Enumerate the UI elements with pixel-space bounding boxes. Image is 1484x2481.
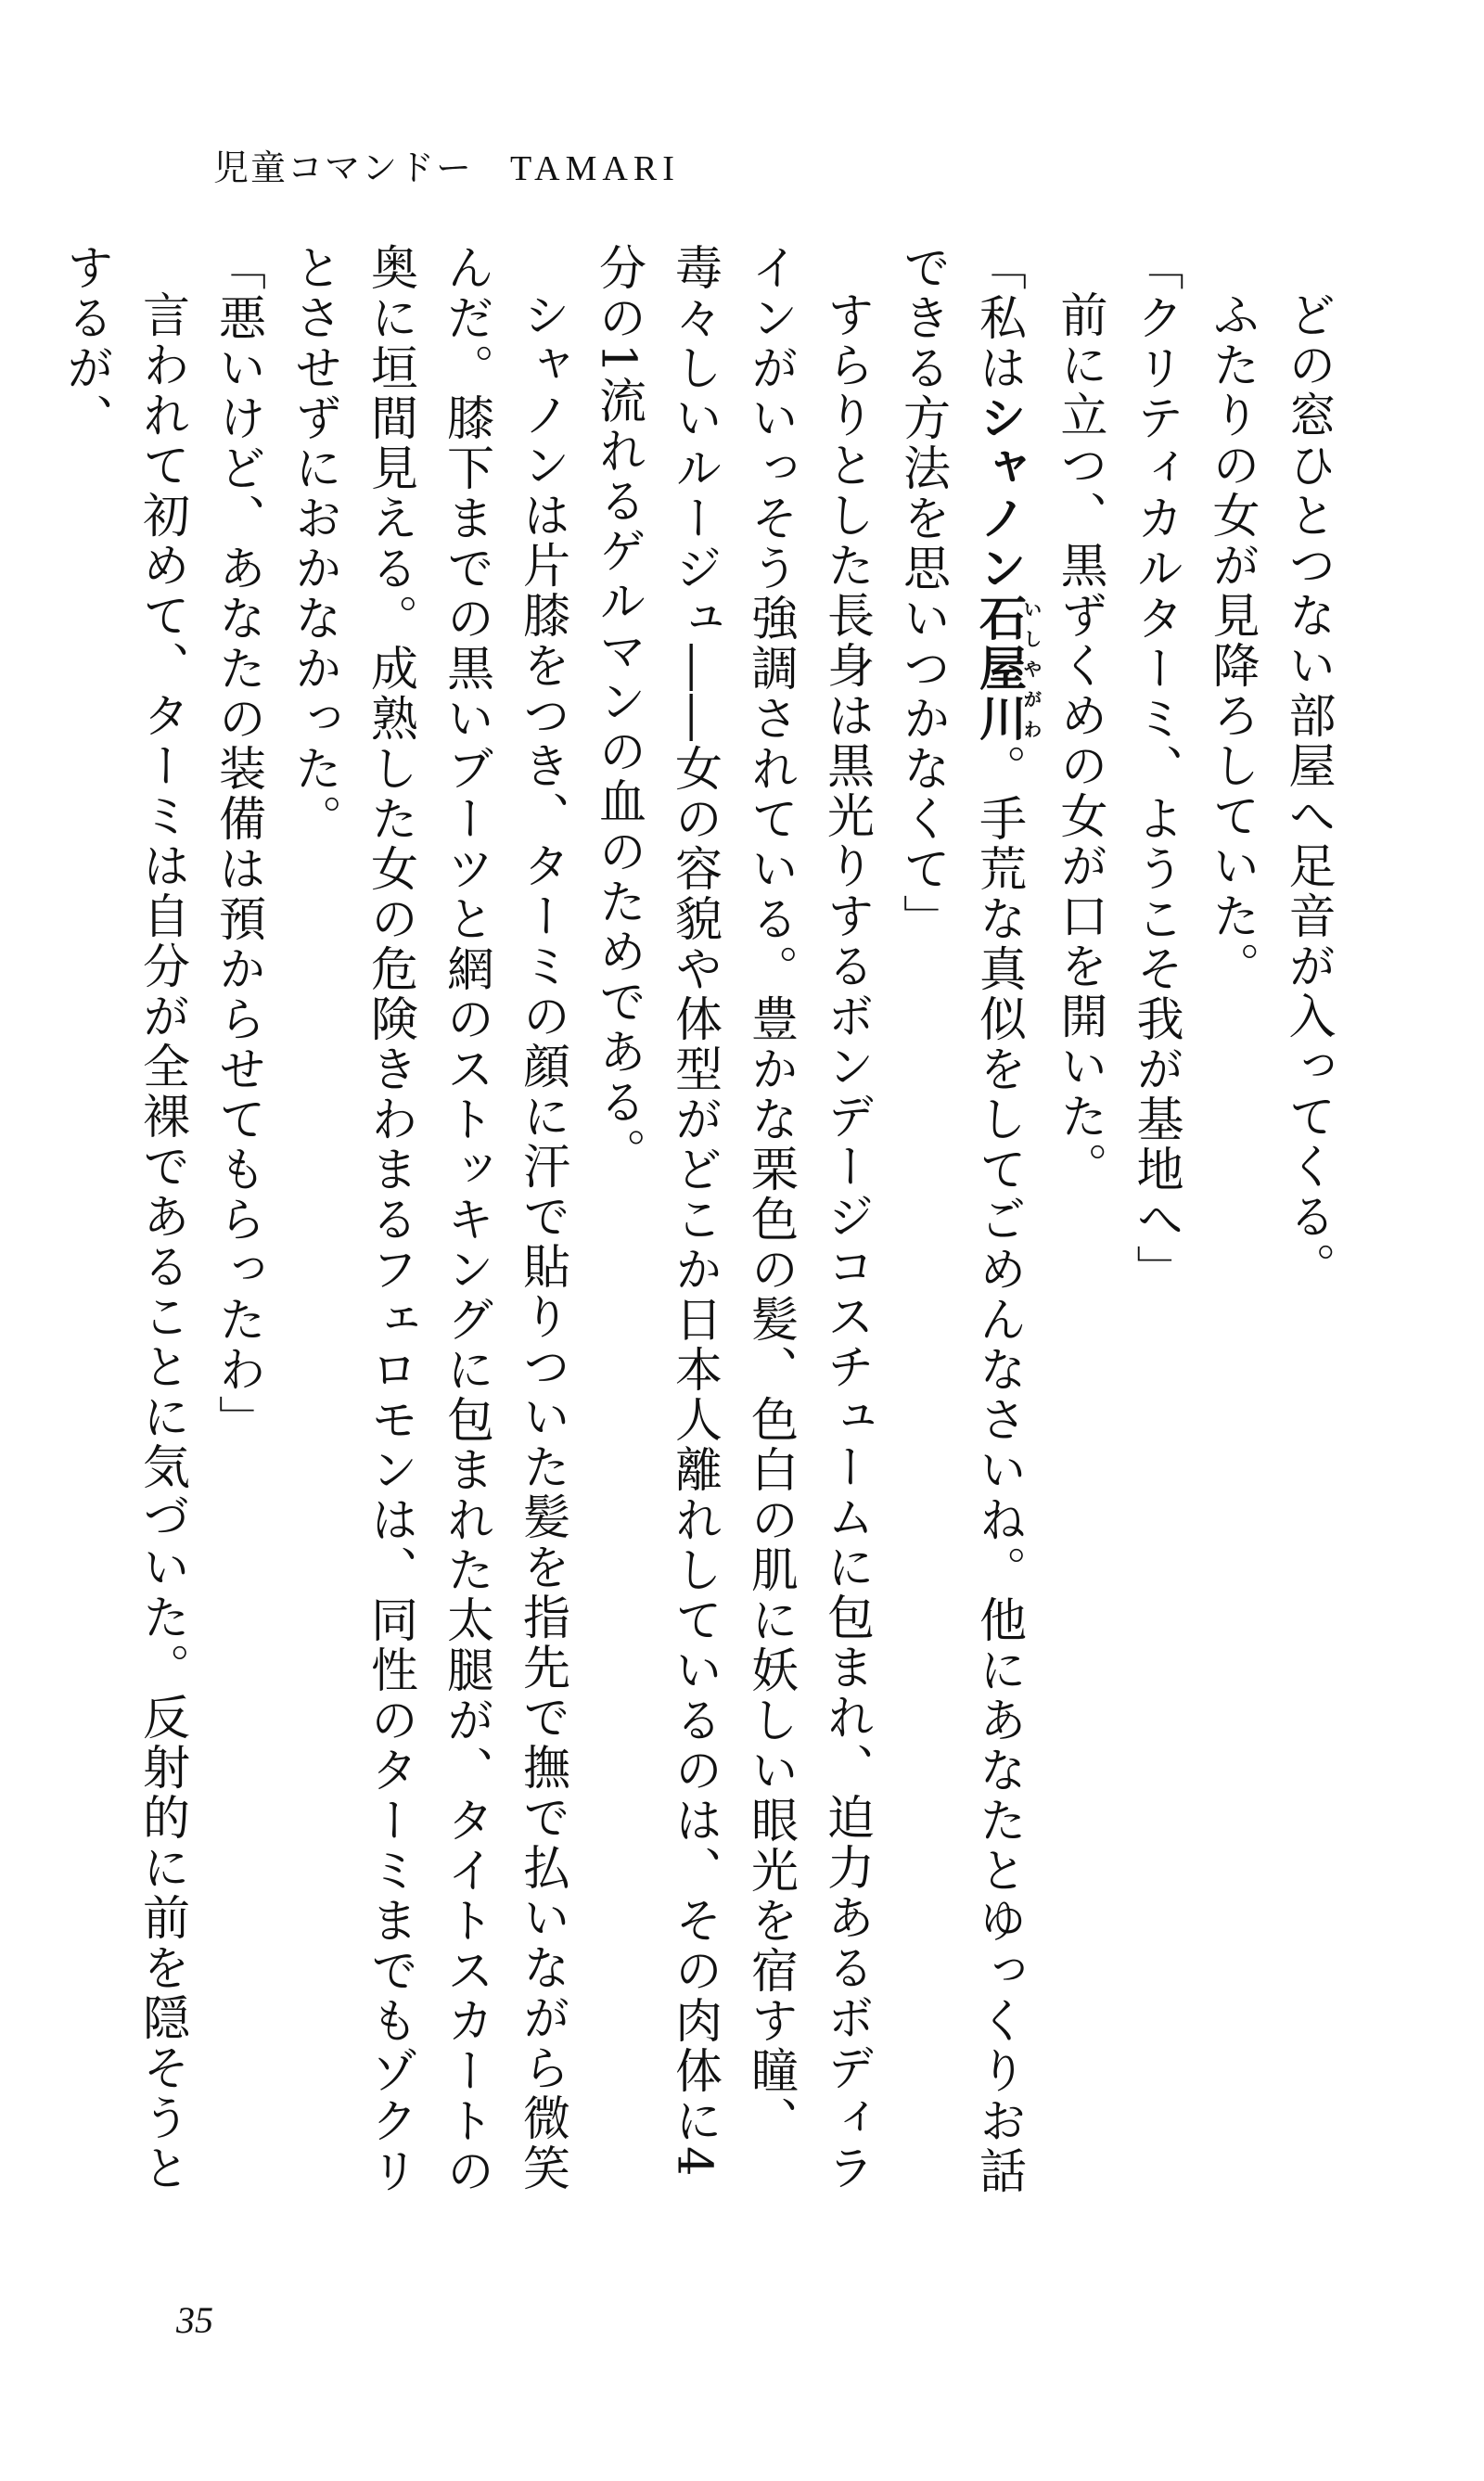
paragraph-8-dialogue: 「悪いけど、あなたの装備は預からせてもらったわ」: [210, 243, 265, 1445]
paragraph-9: 言われて初めて、ターミは自分が全裸であることに気づいた。反射的に前を隠そうとするが、: [58, 243, 189, 2193]
dialogue-open: 「私は: [970, 243, 1026, 393]
paragraph-5-dialogue: [884, 243, 1042, 2219]
header-title-latin: TAMARI: [510, 149, 680, 188]
vertical-text-body: [58, 243, 1345, 2219]
dialogue-rest: 。手荒な真似をしてごめんなさいね。他にあなたとゆっくりお話できる方法を思いつかなくて」: [894, 243, 1026, 2196]
page-number: 35: [176, 2299, 213, 2341]
paragraph-3-dialogue: 「クリティカルターミ、ようこそ我が基地へ」: [1128, 243, 1183, 1295]
character-surname-kanji: 石屋川: [970, 594, 1026, 744]
running-header: [213, 139, 680, 190]
paragraph-7: シャノンは片膝をつき、ターミの顔に汗で貼りついた髪を指先で撫で払いながら微笑んだ。膝下までの黒いブーツと網のストッキングに包まれた太腿が、タイトスカートの奥に垣間見える。成熟した女の危険きわまるフェロモンは、同性のターミまでもゾクリとさせずにおかなかった。: [286, 243, 569, 2196]
character-name-katakana: シャノン: [970, 393, 1026, 594]
surname-furigana: いしやがわ: [1020, 594, 1043, 744]
paragraph-1: どの窓ひとつない部屋へ足音が入ってくる。: [1280, 290, 1335, 1292]
paragraph-4: 前に立つ、黒ずくめの女が口を開いた。: [1052, 290, 1107, 1192]
header-title-jp: 児童コマンドー: [213, 147, 474, 188]
paragraph-6: すらりとした長身は黒光りするボンデージコスチュームに包まれ、迫力あるボディラインがいっそう強調されている。豊かな栗色の髪、色白の肌に妖しい眼光を宿す瞳、毒々しいルージュ――女の容貌や体型がどこか日本人離れしているのは、その肉体に4分の1流れるゲルマンの血のためである。: [590, 243, 874, 2193]
character-surname: [970, 594, 1043, 744]
character-name: [970, 393, 1043, 744]
paragraph-2: ふたりの女が見降ろしていた。: [1204, 290, 1259, 991]
